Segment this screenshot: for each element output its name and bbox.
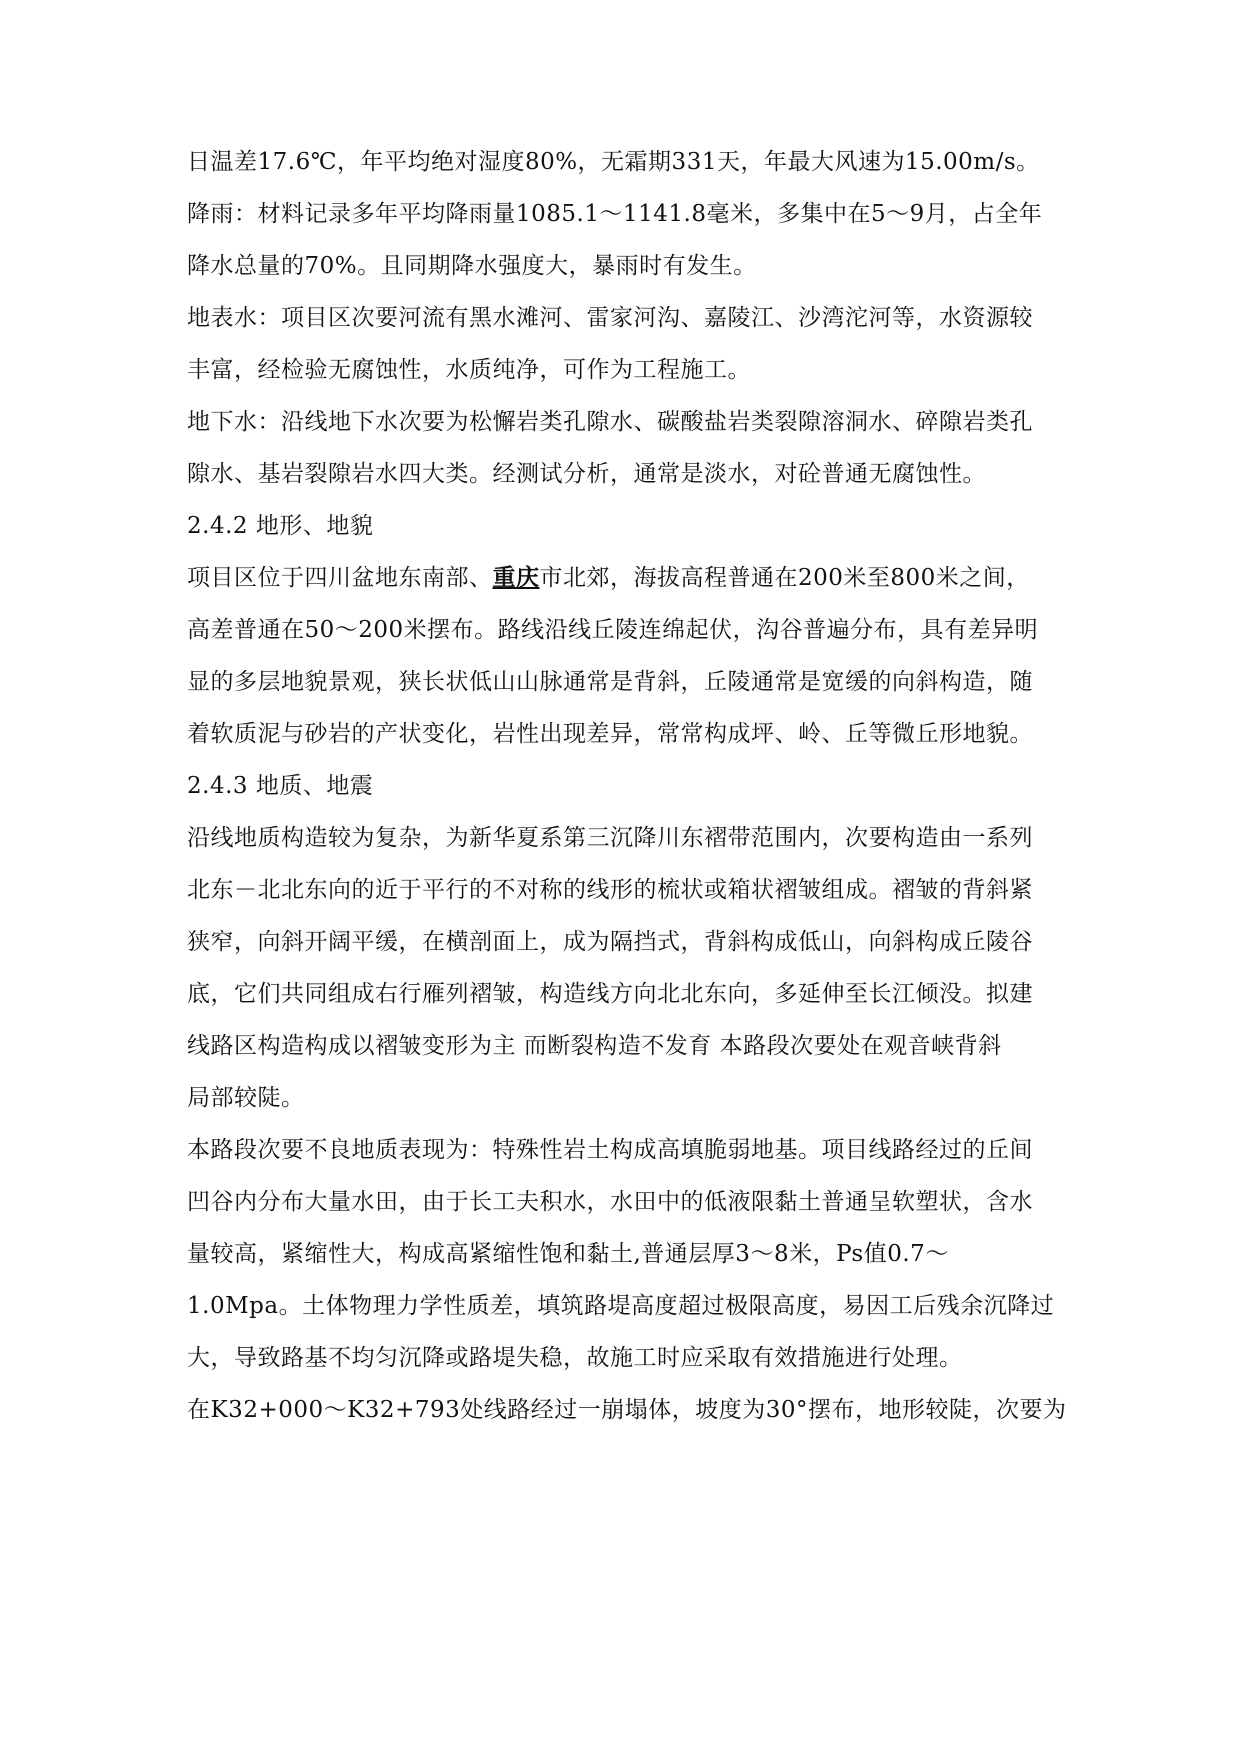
text-line: 地表水：项目区次要河流有黑水滩河、雷家河沟、嘉陵江、沙湾沱河等，水资源较 bbox=[187, 305, 1033, 331]
text-line: 沿线地质构造较为复杂，为新华夏系第三沉降川东褶带范围内，次要构造由一系列 bbox=[187, 825, 1033, 851]
text-line: 地下水：沿线地下水次要为松懈岩类孔隙水、碳酸盐岩类裂隙溶洞水、碎隙岩类孔 bbox=[187, 409, 1033, 435]
text-line: 底，它们共同组成右行雁列褶皱，构造线方向北北东向，多延伸至长江倾没。拟建 bbox=[187, 981, 1033, 1007]
text-line: 狭窄，向斜开阔平缓，在横剖面上，成为隔挡式，背斜构成低山，向斜构成丘陵谷 bbox=[187, 929, 1033, 955]
text-line: 降水总量的70%。且同期降水强度大，暴雨时有发生。 bbox=[187, 253, 757, 279]
text-line: 着软质泥与砂岩的产状变化，岩性出现差异，常常构成坪、岭、丘等微丘形地貌。 bbox=[187, 721, 1033, 747]
text-line: 线路区构造构成以褶皱变形为主 而断裂构造不发育 本路段次要处在观音峡背斜 bbox=[187, 1033, 1002, 1059]
text-line: 量较高，紧缩性大，构成高紧缩性饱和黏土,普通层厚3～8米，Ps值0.7～ bbox=[187, 1241, 949, 1267]
text-line: 在K32+000～K32+793处线路经过一崩塌体，坡度为30°摆布，地形较陡，次要为 bbox=[187, 1397, 1067, 1423]
section-heading: 2.4.3 地质、地震 bbox=[187, 773, 374, 799]
text-line: 日温差17.6℃，年平均绝对湿度80%，无霜期331天，年最大风速为15.00m/s。 bbox=[187, 149, 1040, 175]
text-line: 高差普通在50～200米摆布。路线沿线丘陵连绵起伏，沟谷普遍分布，具有差异明 bbox=[187, 617, 1039, 643]
text-segment: 项目区位于四川盆地东南部、 bbox=[187, 565, 493, 591]
chongqing-link[interactable]: 重庆 bbox=[492, 564, 540, 591]
text-line: 1.0Mpa。土体物理力学性质差，填筑路堤高度超过极限高度，易因工后残余沉降过 bbox=[187, 1293, 1055, 1319]
text-line: 大，导致路基不均匀沉降或路堤失稳，故施工时应采取有效措施进行处理。 bbox=[187, 1345, 963, 1371]
text-line: 北东－北北东向的近于平行的不对称的线形的梳状或箱状褶皱组成。褶皱的背斜紧 bbox=[187, 877, 1033, 903]
text-line: 局部较陡。 bbox=[187, 1085, 305, 1111]
text-line: 降雨：材料记录多年平均降雨量1085.1～1141.8毫米，多集中在5～9月，占全年 bbox=[187, 201, 1043, 227]
text-line bbox=[187, 563, 1030, 593]
text-segment: 市北郊，海拔高程普通在200米至800米之间， bbox=[539, 565, 1030, 591]
text-line: 本路段次要不良地质表现为：特殊性岩土构成高填脆弱地基。项目线路经过的丘间 bbox=[187, 1137, 1033, 1163]
text-line: 丰富，经检验无腐蚀性，水质纯净，可作为工程施工。 bbox=[187, 357, 751, 383]
text-line: 凹谷内分布大量水田，由于长工夫积水，水田中的低液限黏土普通呈软塑状，含水 bbox=[187, 1189, 1033, 1215]
text-line: 显的多层地貌景观，狭长状低山山脉通常是背斜，丘陵通常是宽缓的向斜构造，随 bbox=[187, 669, 1033, 695]
section-heading: 2.4.2 地形、地貌 bbox=[187, 513, 374, 539]
text-line: 隙水、基岩裂隙岩水四大类。经测试分析，通常是淡水，对砼普通无腐蚀性。 bbox=[187, 461, 986, 487]
